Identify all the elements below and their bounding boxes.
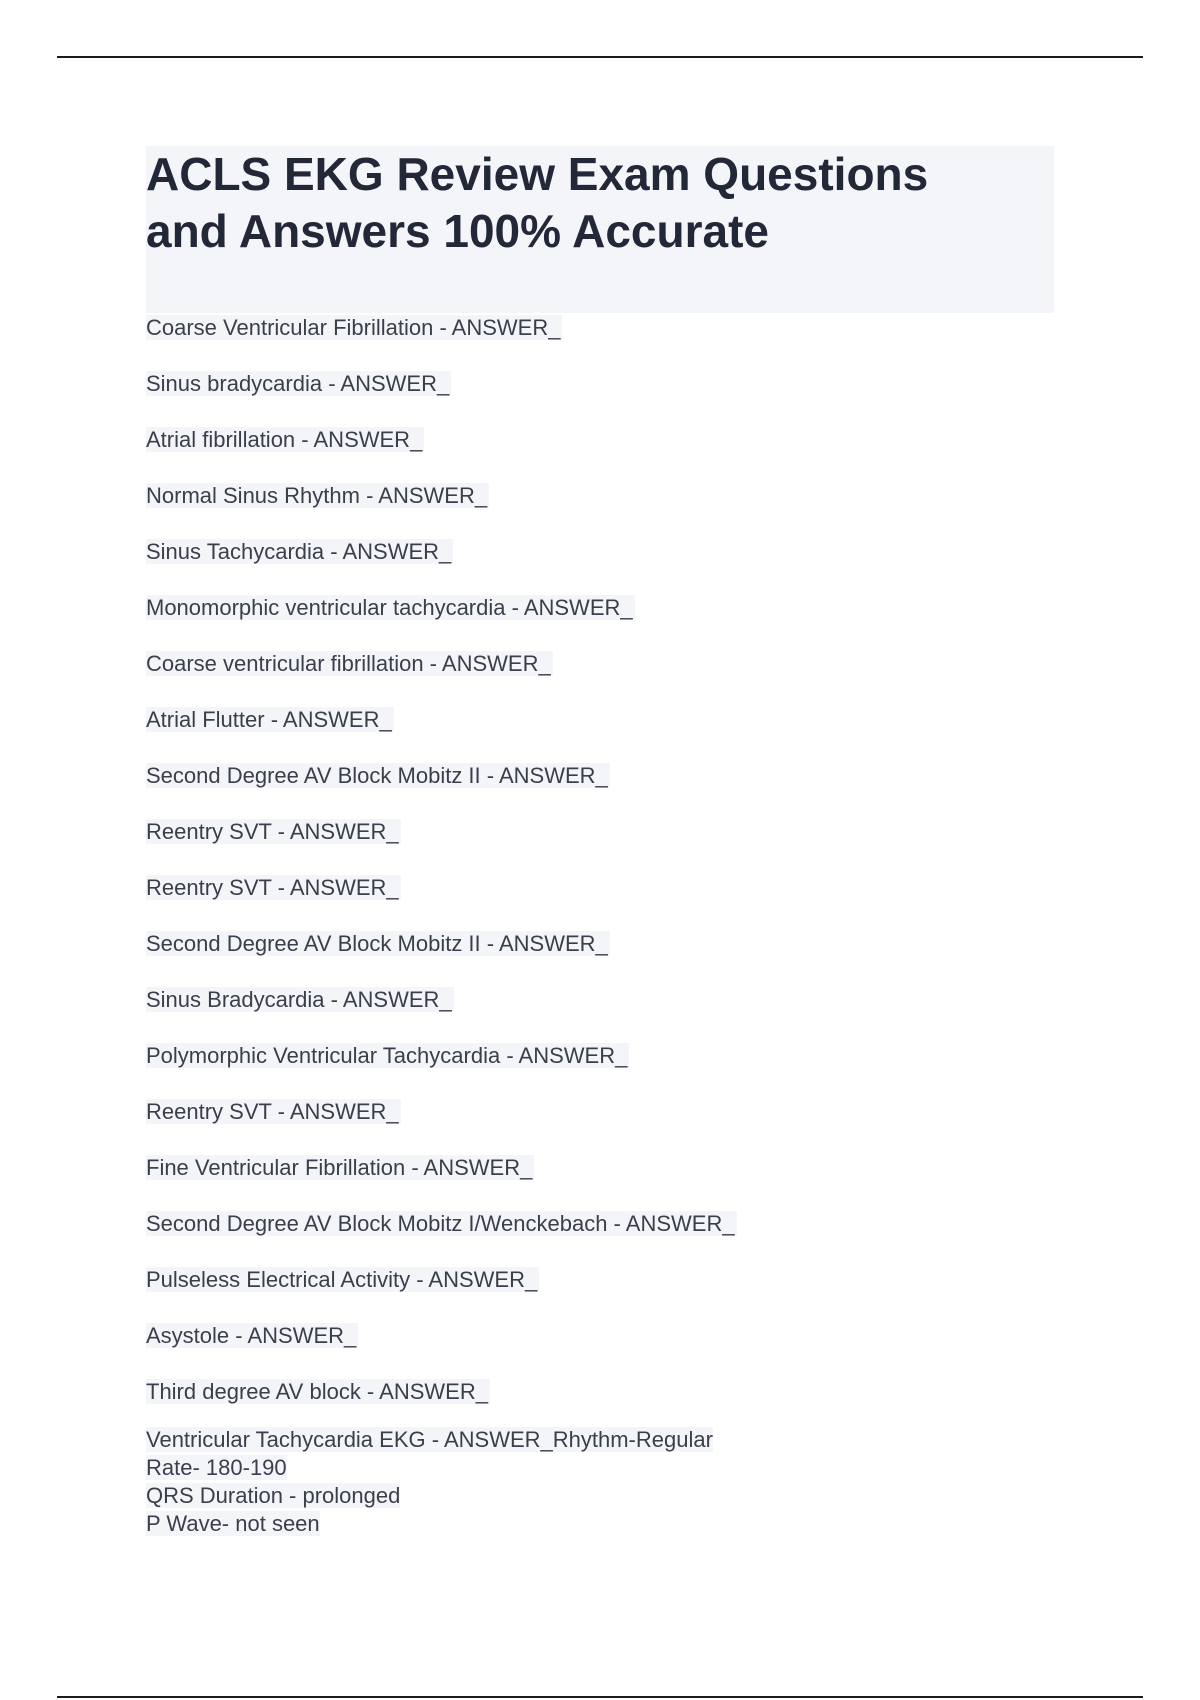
title-block — [146, 146, 1054, 313]
qa-item — [146, 1318, 1046, 1374]
qa-item-text: Second Degree AV Block Mobitz I/Wenckebach - ANSWER_ — [146, 1211, 735, 1236]
qa-item — [146, 590, 1046, 646]
qa-item — [146, 1094, 1046, 1150]
qa-item — [146, 1206, 1046, 1262]
detail-line — [146, 1510, 1046, 1538]
qa-item — [146, 1374, 1046, 1430]
qa-item-text: Monomorphic ventricular tachycardia - ANSWER_ — [146, 595, 633, 620]
qa-item-text: Coarse ventricular fibrillation - ANSWER_ — [146, 651, 551, 676]
qa-item — [146, 646, 1046, 702]
qa-item — [146, 422, 1046, 478]
qa-item — [146, 310, 1046, 366]
qa-item-text: Reentry SVT - ANSWER_ — [146, 819, 399, 844]
qa-item — [146, 814, 1046, 870]
document-title: ACLS EKG Review Exam Questions and Answers 100% Accurate — [146, 148, 929, 257]
qa-item-text: Asystole - ANSWER_ — [146, 1323, 357, 1348]
qa-item-text: Reentry SVT - ANSWER_ — [146, 875, 399, 900]
qa-item — [146, 758, 1046, 814]
detail-line — [146, 1482, 1046, 1510]
qa-item — [146, 982, 1046, 1038]
detail-line — [146, 1454, 1046, 1482]
qa-item — [146, 1150, 1046, 1206]
qa-item-text: Normal Sinus Rhythm - ANSWER_ — [146, 483, 488, 508]
bottom-rule — [57, 1696, 1143, 1698]
qa-item-text: Reentry SVT - ANSWER_ — [146, 1099, 399, 1124]
detail-line-text: Rate- 180-190 — [146, 1455, 287, 1480]
qa-item-text: Sinus bradycardia - ANSWER_ — [146, 371, 450, 396]
qa-list — [146, 310, 1046, 1430]
qa-item — [146, 870, 1046, 926]
qa-item-text: Second Degree AV Block Mobitz II - ANSWER_ — [146, 931, 608, 956]
qa-item — [146, 1038, 1046, 1094]
qa-item-text: Coarse Ventricular Fibrillation - ANSWER_ — [146, 315, 561, 340]
detail-line — [146, 1426, 1046, 1454]
qa-item-text: Sinus Tachycardia - ANSWER_ — [146, 539, 452, 564]
qa-item-text: Fine Ventricular Fibrillation - ANSWER_ — [146, 1155, 533, 1180]
top-rule — [57, 56, 1143, 58]
qa-item-text: Polymorphic Ventricular Tachycardia - ANSWER_ — [146, 1043, 628, 1068]
qa-item-text: Third degree AV block - ANSWER_ — [146, 1379, 488, 1404]
detail-line-text: P Wave- not seen — [146, 1511, 320, 1536]
qa-item-text: Pulseless Electrical Activity - ANSWER_ — [146, 1267, 538, 1292]
qa-item — [146, 534, 1046, 590]
qa-item-text: Atrial Flutter - ANSWER_ — [146, 707, 392, 732]
qa-item-text: Sinus Bradycardia - ANSWER_ — [146, 987, 452, 1012]
qa-item-text: Second Degree AV Block Mobitz II - ANSWER_ — [146, 763, 608, 788]
qa-detail-answer — [146, 1426, 1046, 1538]
qa-item — [146, 1262, 1046, 1318]
qa-item — [146, 366, 1046, 422]
detail-line-text: QRS Duration - prolonged — [146, 1483, 401, 1508]
qa-item — [146, 702, 1046, 758]
qa-item-text: Atrial fibrillation - ANSWER_ — [146, 427, 423, 452]
qa-item — [146, 478, 1046, 534]
detail-line-text: Ventricular Tachycardia EKG - ANSWER_Rhythm-Regular — [146, 1427, 713, 1452]
qa-item — [146, 926, 1046, 982]
